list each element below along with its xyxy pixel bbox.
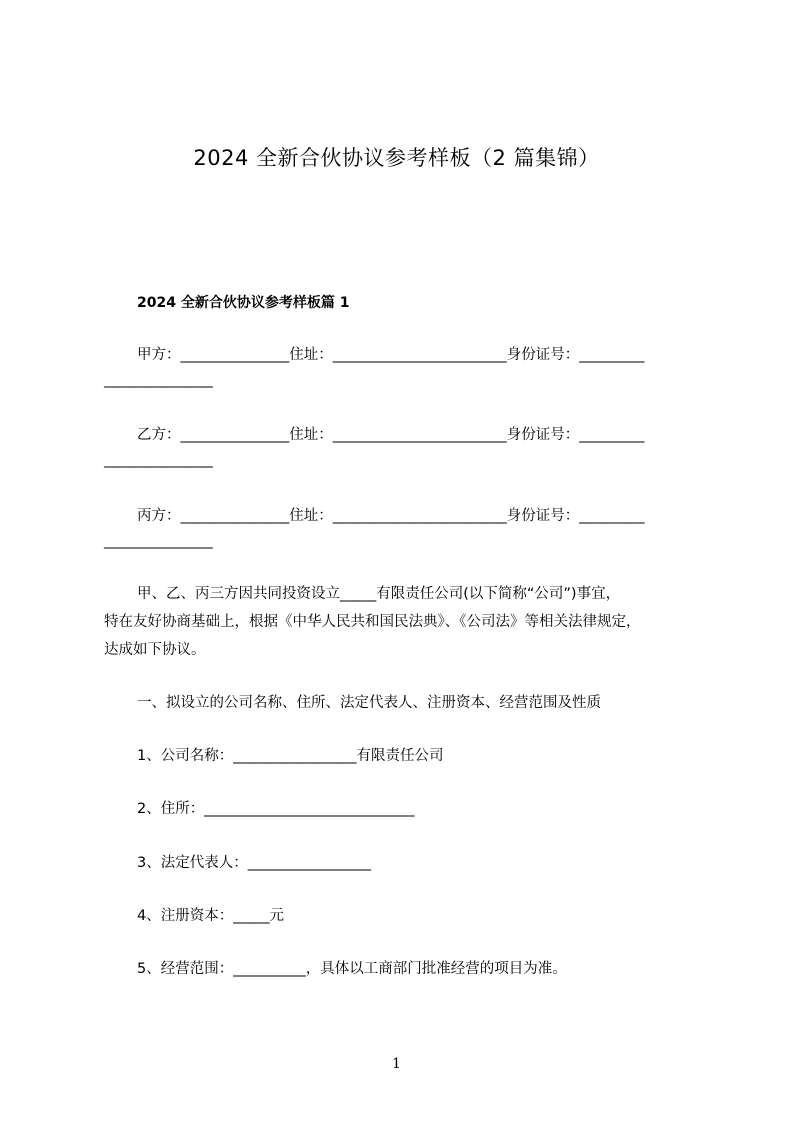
document-title: 2024 全新合伙协议参考样板（2 篇集锦） [193, 146, 600, 170]
party-c-line-1: 丙方：_______________住址：________________________身份证号：_________ [137, 508, 645, 524]
clause-1-heading: 一、拟设立的公司名称、住所、法定代表人、注册资本、经营范围及性质 [137, 695, 601, 711]
clause-item-4: 4、注册资本：_____元 [137, 908, 284, 924]
clause-item-1: 1、公司名称：_________________有限责任公司 [137, 748, 444, 764]
page-number: 1 [392, 1056, 401, 1072]
intro-line-1: 甲、乙、丙三方因共同投资设立_____有限责任公司(以下简称“公司”)事宜， [137, 586, 621, 602]
clause-item-3: 3、法定代表人：_________________ [137, 855, 371, 871]
party-b-line-1: 乙方：_______________住址：________________________身份证号：_________ [137, 427, 645, 443]
section-title: 2024 全新合伙协议参考样板篇 1 [137, 295, 350, 311]
intro-line-3: 达成如下协议。 [104, 642, 206, 658]
party-a-line-1: 甲方：_______________住址：________________________身份证号：_________ [137, 347, 645, 363]
party-b-line-2: _______________ [104, 452, 213, 468]
clause-item-5: 5、经营范围：__________，具体以工商部门批准经营的项目为准。 [137, 961, 567, 977]
party-a-line-2: _______________ [104, 372, 213, 388]
intro-line-2: 特在友好协商基础上，根据《中华人民共和国民法典》、《公司法》等相关法律规定， [104, 614, 641, 630]
party-c-line-2: _______________ [104, 533, 213, 549]
clause-item-2: 2、住所：_____________________________ [137, 801, 415, 817]
